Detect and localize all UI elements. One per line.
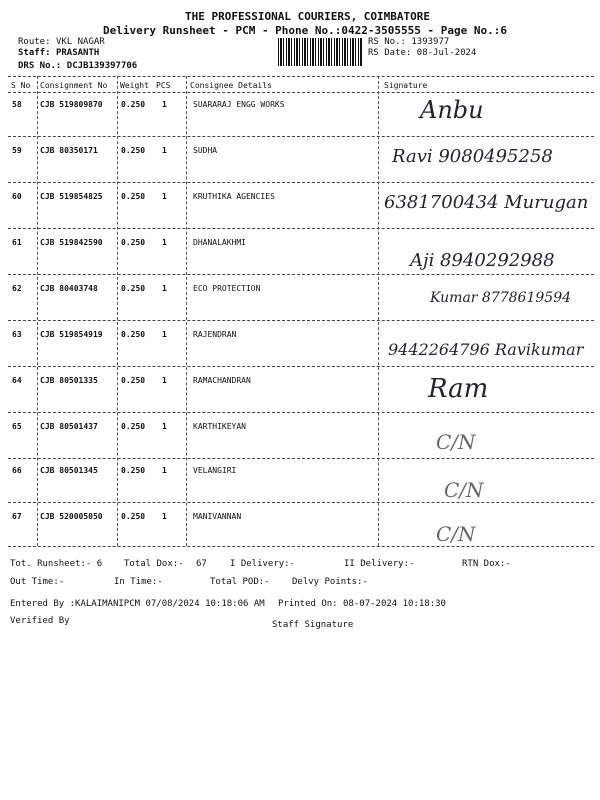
row-65-signature: C/N [436,430,476,454]
total-pod: Total POD:- [210,577,270,587]
delvy-points: Delvy Points:- [292,577,368,587]
row-61-pcs: 1 [162,238,167,247]
printed-on: Printed On: 08-07-2024 10:18:30 [278,599,446,609]
route-value: VKL NAGAR [55,37,105,47]
drs-label: DRS No.: [18,61,62,71]
row-rule [8,320,594,321]
row-rule [8,502,594,503]
row-62-consignee: ECO PROTECTION [193,284,261,293]
row-64-consignment: CJB 80501335 [40,376,98,385]
row-66-pcs: 1 [162,466,167,475]
row-62-signature: Kumar 8778619594 [430,290,572,306]
ii-delivery: II Delivery:- [344,559,415,569]
row-rule [8,458,594,459]
row-64-sno: 64 [12,376,22,385]
row-67-consignment: CJB 520005050 [40,512,103,521]
col-header-weight: Weight [120,81,149,90]
route-line [18,37,105,47]
row-59-sno: 59 [12,146,22,155]
row-59-signature: Ravi 9080495258 [392,146,553,167]
row-59-consignment: CJB 80350171 [40,146,98,155]
total-dox-label: Total Dox:- [124,559,184,569]
rs-no-label: RS No.: [368,37,406,47]
col-divider-consignment [117,76,118,546]
row-66-sno: 66 [12,466,22,475]
out-time: Out Time:- [10,577,65,587]
row-62-sno: 62 [12,284,22,293]
row-63-weight: 0.250 [121,330,146,339]
row-62-consignment: CJB 80403748 [40,284,98,293]
row-64-consignee: RAMACHANDRAN [193,376,251,385]
row-67-signature: C/N [436,522,476,546]
entered-by: Entered By :KALAIMANIPCM 07/08/2024 10:18:06 AM [10,599,265,609]
row-61-sno: 61 [12,238,22,247]
row-62-weight: 0.250 [121,284,146,293]
col-header-sno: S No [11,81,31,90]
row-67-consignee: MANIVANNAN [193,512,242,521]
row-63-consignee: RAJENDRAN [193,330,237,339]
row-63-sno: 63 [12,330,22,339]
rs-date-value: 08-Jul-2024 [416,48,477,58]
row-63-consignment: CJB 519854919 [40,330,103,339]
row-59-weight: 0.250 [121,146,146,155]
row-rule [8,274,594,275]
in-time: In Time:- [114,577,163,587]
total-dox-value: 67 [196,559,207,569]
row-58-weight: 0.250 [121,100,146,109]
row-64-weight: 0.250 [121,376,146,385]
row-60-consignment: CJB 519854825 [40,192,103,201]
rs-date-line [368,48,476,58]
route-label: Route: [18,37,51,47]
row-61-consignment: CJB 519842590 [40,238,103,247]
barcode [278,38,362,66]
row-67-pcs: 1 [162,512,167,521]
row-66-consignment: CJB 80501345 [40,466,98,475]
row-65-weight: 0.250 [121,422,146,431]
company-title: THE PROFESSIONAL COURIERS, COIMBATORE [185,10,431,23]
col-header-pcs: PCS [156,81,171,90]
row-67-sno: 67 [12,512,22,521]
col-header-consignment: Consignment No [40,81,108,90]
tot-runsheet: Tot. Runsheet:- 6 [10,559,103,569]
table-bottom-rule [8,546,594,547]
row-rule [8,136,594,137]
staff-signature: Staff Signature [272,620,354,630]
row-58-consignment: CJB 519809870 [40,100,103,109]
row-60-weight: 0.250 [121,192,146,201]
table-top-rule [8,76,594,77]
row-64-pcs: 1 [162,376,167,385]
row-66-consignee: VELANGIRI [193,466,237,475]
row-66-weight: 0.250 [121,466,146,475]
row-59-pcs: 1 [162,146,167,155]
col-divider-sno [37,76,38,546]
staff-line [18,48,99,58]
col-header-consignee: Consignee Details [190,81,272,90]
row-65-consignment: CJB 80501437 [40,422,98,431]
row-67-weight: 0.250 [121,512,146,521]
runsheet-subtitle: Delivery Runsheet - PCM - Phone No.:0422-3505555 - Page No.:6 [103,24,507,37]
row-59-consignee: SUDHA [193,146,218,155]
row-61-weight: 0.250 [121,238,146,247]
row-60-sno: 60 [12,192,22,201]
drs-value: DCJB139397706 [66,61,138,71]
row-60-pcs: 1 [162,192,167,201]
rs-no-line [368,37,449,47]
row-65-sno: 65 [12,422,22,431]
row-rule [8,182,594,183]
rs-date-label: RS Date: [368,48,412,58]
row-rule [8,412,594,413]
row-rule [8,228,594,229]
rs-no-value: 1393977 [411,37,450,47]
row-61-consignee: DHANALAKHMI [193,238,246,247]
row-58-consignee: SUARARAJ ENGG WORKS [193,100,285,109]
drs-line [18,61,137,71]
row-60-signature: 6381700434 Murugan [384,192,589,213]
rtn-dox: RTN Dox:- [462,559,511,569]
row-60-consignee: KRUTHIKA AGENCIES [193,192,275,201]
row-61-signature: Aji 8940292988 [410,250,555,271]
staff-label: Staff: [18,48,51,58]
staff-value: PRASANTH [55,48,100,58]
row-65-consignee: KARTHIKEYAN [193,422,246,431]
col-header-signature: Signature [384,81,428,90]
row-66-signature: C/N [444,478,484,502]
row-58-signature: Anbu [420,96,484,124]
row-58-sno: 58 [12,100,22,109]
header-bottom-rule [8,92,594,93]
col-divider-consignee [378,76,379,546]
verified-by: Verified By [10,616,70,626]
row-63-pcs: 1 [162,330,167,339]
col-divider-pcs [186,76,187,546]
row-64-signature: Ram [428,374,489,404]
row-58-pcs: 1 [162,100,167,109]
row-62-pcs: 1 [162,284,167,293]
i-delivery: I Delivery:- [230,559,296,569]
row-63-signature: 9442264796 Ravikumar [388,340,584,359]
row-65-pcs: 1 [162,422,167,431]
row-rule [8,366,594,367]
